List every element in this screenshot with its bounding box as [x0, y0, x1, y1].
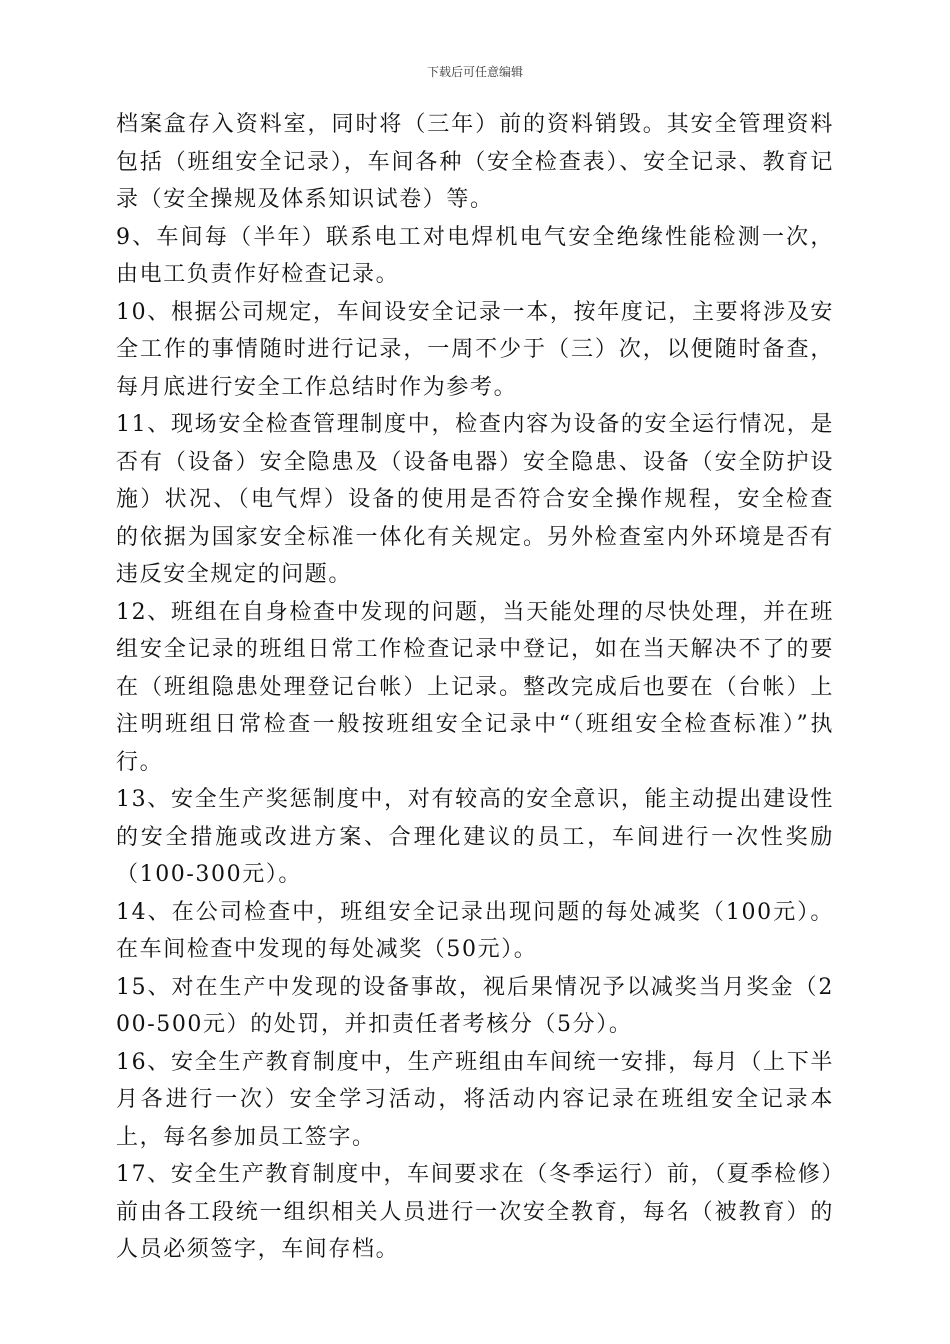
paragraph-item-11: 11、现场安全检查管理制度中，检查内容为设备的安全运行情况，是否有（设备）安全隐患及（设备电器）安全隐患、设备（安全防护设施）状况、（电气焊）设备的使用是否符合安全操作规程，安全检查的依据为国家安全标准一体化有关规定。另外检查室内外环境是否有违反安全规定的问题。 — [116, 412, 834, 587]
paragraph-item-17: 17、安全生产教育制度中，车间要求在（冬季运行）前，（夏季检修）前由各工段统一组织相关人员进行一次安全教育，每名（被教育）的人员必须签字，车间存档。 — [116, 1162, 834, 1262]
paragraph-item-10: 10、根据公司规定，车间设安全记录一本，按年度记，主要将涉及安全工作的事情随时进行记录，一周不少于（三）次，以便随时备查，每月底进行安全工作总结时作为参考。 — [116, 299, 834, 400]
paragraph-item-13: 13、安全生产奖惩制度中，对有较高的安全意识，能主动提出建设性的安全措施或改进方案、合理化建议的员工，车间进行一次性奖励（100-300元）。 — [116, 787, 834, 887]
paragraph-item-14: 14、在公司检查中，班组安全记录出现问题的每处减奖（100元）。在车间检查中发现的每处减奖（50元）。 — [116, 899, 834, 962]
paragraph-item-16: 16、安全生产教育制度中，生产班组由车间统一安排，每月（上下半月各进行一次）安全学习活动，将活动内容记录在班组安全记录本上，每名参加员工签字。 — [116, 1049, 834, 1150]
paragraph-item-15: 15、对在生产中发现的设备事故，视后果情况予以减奖当月奖金（200-500元）的处罚，并扣责任者考核分（5分）。 — [116, 974, 834, 1037]
paragraph-item-9: 9、车间每（半年）联系电工对电焊机电气安全绝缘性能检测一次，由电工负责作好检查记录。 — [116, 224, 834, 287]
document-body — [116, 106, 834, 1269]
paragraph-continued: 档案盒存入资料室，同时将（三年）前的资料销毁。其安全管理资料包括（班组安全记录），车间各种（安全检查表）、安全记录、教育记录（安全操规及体系知识试卷）等。 — [116, 112, 834, 212]
page-header: 下载后可任意编辑 — [426, 65, 523, 79]
paragraph-item-12: 12、班组在自身检查中发现的问题，当天能处理的尽快处理，并在班组安全记录的班组日常工作检查记录中登记，如在当天解决不了的要在（班组隐患处理登记台帐）上记录。整改完成后也要在（台帐）上注明班组日常检查一般按班组安全记录中“（班组安全检查标准）”执行。 — [116, 599, 834, 775]
